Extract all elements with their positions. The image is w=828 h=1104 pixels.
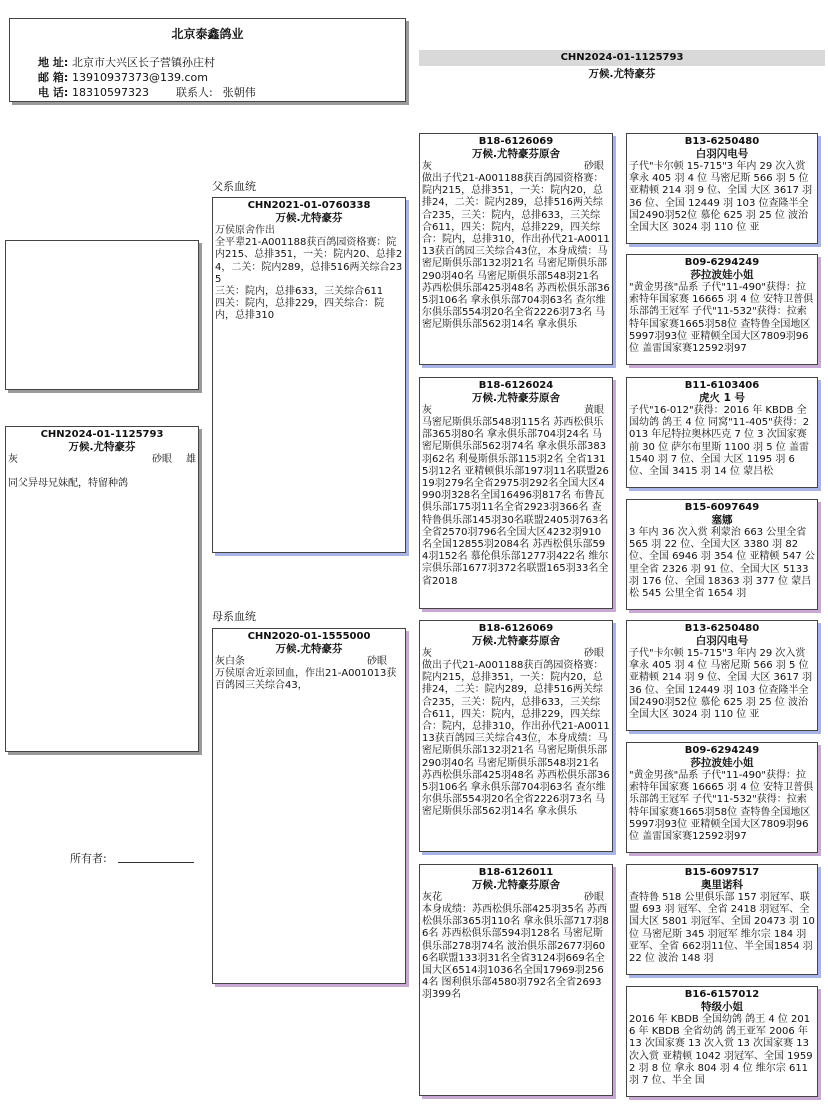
email-label: 邮 箱: (38, 71, 69, 84)
gp-color: 灰 (422, 405, 432, 416)
ggp-text: 查特鲁 518 公里俱乐部 157 羽冠军、联盟 693 羽 冠军、全省 2418 羽冠军、全国大区 5801 羽冠军、全国 20473 羽 10 位 马密尼斯 345 羽冠军 维尔宗 184 羽亚军、全省 662羽11位、半全国1854 羽 22 位 波治 148 羽 (629, 892, 815, 965)
ggp-ring: B15-6097649 (684, 502, 760, 513)
subject-color: 灰 (8, 454, 18, 465)
subject-card (5, 426, 199, 752)
sire-card (212, 197, 406, 553)
ggp-name: 特级小姐 (701, 1001, 743, 1013)
dam-ring: CHN2020-01-1555000 (247, 631, 371, 642)
subject-eye: 砂眼 (152, 454, 172, 465)
ggp-text: "黄金男孩"品系 子代"11-490"获得：拉索特年国家赛 16665 羽 4 位 安特卫普俱乐部鸽王冠军 子代"11-532"获得：拉索特年国家赛1665羽58位 查特鲁全国地区5997羽93位 亚精顿全国大区7809羽96位 盖雷国家赛12592羽97 (629, 282, 814, 355)
address-label: 地 址: (38, 56, 69, 69)
gp-name: 万候.尤特豪芬原舍 (472, 879, 560, 891)
top-band-ring: CHN2024-01-1125793 (560, 52, 684, 63)
gp-ring: B18-6126024 (478, 380, 554, 391)
gp-text: 马密尼斯俱乐部548羽115名 苏西松俱乐部365羽80名 拿永俱乐部704羽24名 马密尼斯俱乐部562羽74名 拿永俱乐部383羽62名 利曼斯俱乐部115羽2名 全省1315羽12名 亚精顿俱乐部197羽11名联盟2619羽279名全省2975羽292名全国大区4990羽328名全国16496羽817名 布鲁瓦俱乐部175羽11名全省2923羽366名 查特鲁俱乐部145羽30名联盟2405羽763名全省2570羽796名全国大区4232羽910名全国12855羽2084名 苏西松俱乐部594羽152名 慕伦俱乐部1277羽422名 维尔宗俱乐部1677羽372名联盟165羽33名全省2018 (422, 417, 609, 587)
email-row (38, 69, 208, 85)
gp-meta (420, 161, 612, 173)
phone-row (38, 84, 256, 100)
great-grandparent-card (626, 986, 818, 1097)
gp-eye: 黄眼 (584, 405, 604, 416)
ggp-name: 塞娜 (711, 514, 733, 526)
gp-name: 万候.尤特豪芬原舍 (472, 635, 560, 647)
subject-name: 万候.尤特豪芬 (68, 441, 136, 453)
ggp-text: 子代"卡尔顿 15-715"3 年内 29 次入赏 拿永 405 羽 4 位 马密尼斯 566 羽 5 位 亚精顿 214 羽 9 位、全国 大区 3617 羽 36 位、全国 12449 羽 103 位查隆半全国2490羽52位 慕伦 625 羽 25 位 波治全国大区 3024 羽 110 位 亚 (629, 161, 813, 234)
top-band-name: 万候.尤特豪芬 (588, 68, 656, 80)
gp-name: 万候.尤特豪芬原舍 (472, 148, 560, 160)
dam-name: 万候.尤特豪芬 (275, 643, 343, 655)
great-grandparent-card (626, 254, 818, 365)
gp-meta (420, 405, 612, 417)
contact-label: 联系人: (176, 86, 213, 99)
ggp-text: 2016 年 KBDB 全国幼鸽 鸽王 4 位 2016 年 KBDB 全省幼鸽 鸽王亚军 2006 年 13 次国家赛 13 次入赏 13 次国家赛 13 次入赏 亚精顿 1042 羽冠军、全国 19592 羽 8 位 拿永 804 羽 4 位 维尔宗 611 羽 7 位、半全 国 (629, 1014, 813, 1087)
subject-meta (6, 454, 198, 466)
great-grandparent-card (626, 742, 818, 853)
gp-color: 灰 (422, 648, 432, 659)
subject-ring: CHN2024-01-1125793 (40, 429, 164, 440)
ggp-ring: B11-6103406 (684, 380, 760, 391)
gp-ring: B18-6126069 (478, 623, 554, 634)
ggp-text: 3 年内 36 次入赏 利蒙治 663 公里全省 565 羽 22 位、全国大区 3380 羽 82 位、全国 6946 羽 354 位 亚精顿 547 公里全省 2326 羽 91 位、全国大区 5133 羽 176 位、全国 18363 羽 377 位 蒙吕松 545 公里全省 1654 羽 (629, 527, 815, 600)
gp-color: 灰 (422, 161, 432, 172)
dam-text: 万侯原舍近亲回血，作出21-A001013获百鸽园三关综合43， (215, 668, 397, 692)
gp-text: 本身成绩：苏西松俱乐部425羽35名 苏西松俱乐部365羽110名 拿永俱乐部717羽86名 苏西松俱乐部594羽128名 马密尼斯俱乐部278羽74名 波治俱乐部2677羽606名联盟133羽31名全省3124羽669名全国大区6514羽1036名全国17969羽2564名 图利俱乐部4580羽792名全省2693羽399名 (422, 904, 609, 1001)
gp-color: 灰花 (422, 892, 442, 903)
ggp-name: 虎火 1 号 (698, 392, 746, 404)
ggp-name: 莎拉波娃小姐 (690, 269, 754, 281)
great-grandparent-card (626, 499, 818, 610)
photo-box (5, 240, 199, 390)
great-grandparent-card (626, 620, 818, 731)
gp-text: 做出子代21-A001188获百鸽园资格赛：院内215，总排351，一关：院内20，总排24，二关：院内289，总排516两关综合235，三关：院内，总排633，三关综合611，四关：院内，总排229，四关综合：院内，总排310，作出孙代21-A001113获百鸽园三关综合43位，本身成绩：马密尼斯俱乐部132羽21名 马密尼斯俱乐部290羽40名 马密尼斯俱乐部548羽21名 苏西松俱乐部425羽48名 苏西松俱乐部365羽106名 拿永俱乐部704羽63名 查尔维尔俱乐部554羽20名全省2226羽73名 马密尼斯俱乐部562羽14名 拿永俱乐 (422, 173, 610, 331)
ggp-ring: B13-6250480 (684, 623, 760, 634)
grandparent-card (419, 377, 613, 609)
great-grandparent-card (626, 864, 818, 975)
grandparent-card (419, 864, 613, 1096)
gp-eye: 砂眼 (584, 892, 604, 903)
dam-line-label: 母系血统 (212, 610, 256, 623)
address-row (38, 54, 215, 70)
ggp-ring: B09-6294249 (684, 745, 760, 756)
company-title: 北京泰鑫鸽业 (171, 27, 244, 41)
header-card (9, 18, 406, 102)
sire-text: 万侯原舍作出 全平辈21-A001188获百鸽园资格赛：院内215、总排351，一关：院内20、总排24，二关：院内289，总排516两关综合235 三关：院内，总排633，三关综合611 四关：院内，总排229，四关综合：院内，总排310 (215, 225, 403, 322)
gp-meta (420, 892, 612, 904)
ggp-text: "黄金男孩"品系 子代"11-490"获得：拉索特年国家赛 16665 羽 4 位 安特卫普俱乐部鸽王冠军 子代"11-532"获得：拉索特年国家赛1665羽58位 查特鲁全国地区5997羽93位 亚精顿全国大区7809羽96位 盖雷国家赛12592羽97 (629, 770, 814, 843)
contact-value: 张朝伟 (222, 86, 256, 99)
subject-sex: 雄 (186, 454, 196, 465)
gp-ring: B18-6126069 (478, 136, 554, 147)
gp-ring: B18-6126011 (478, 867, 554, 878)
grandparent-card (419, 620, 613, 852)
grandparent-card (419, 133, 613, 365)
dam-meta (213, 656, 405, 668)
dam-color: 灰白条 (215, 656, 245, 667)
gp-eye: 砂眼 (584, 648, 604, 659)
phone-value: 18310597323 (72, 86, 149, 99)
address-value: 北京市大兴区长子营镇孙庄村 (72, 56, 215, 69)
dam-eye: 砂眼 (367, 656, 387, 667)
owner-label-text: 所有者: (70, 852, 107, 865)
dam-card (212, 628, 406, 984)
ggp-text: 子代"16-012"获得：2016 年 KBDB 全国幼鸽 鸽王 4 位 同窝"11-405"获得：2013 年尼特拉奥林匹克 7 位 3 次国家赛前 30 位 萨尔布里斯 1100 羽 5 位 盖雷 1540 羽 7 位、全国 大区 1195 羽 6 位、全国 3415 羽 14 位 蒙吕松 (629, 405, 810, 478)
ggp-ring: B15-6097517 (684, 867, 760, 878)
sire-name: 万候.尤特豪芬 (275, 212, 343, 224)
ggp-name: 奥里诺科 (701, 879, 743, 891)
ggp-ring: B13-6250480 (684, 136, 760, 147)
subject-note: 同父异母兄妹配，特留种鸽 (8, 478, 128, 489)
email-value: 13910937373@139.com (72, 71, 208, 84)
ggp-ring: B09-6294249 (684, 257, 760, 268)
ggp-ring: B16-6157012 (684, 989, 760, 1000)
ggp-text: 子代"卡尔顿 15-715"3 年内 29 次入赏 拿永 405 羽 4 位 马密尼斯 566 羽 5 位 亚精顿 214 羽 9 位、全国 大区 3617 羽 36 位、全国 12449 羽 103 位查隆半全国2490羽52位 慕伦 625 羽 25 位 波治全国大区 3024 羽 110 位 亚 (629, 648, 813, 721)
gp-name: 万候.尤特豪芬原舍 (472, 392, 560, 404)
gp-meta (420, 648, 612, 660)
gp-text: 做出子代21-A001188获百鸽园资格赛：院内215，总排351，一关：院内20，总排24，二关：院内289，总排516两关综合235，三关：院内，总排633，三关综合611，四关：院内，总排229，四关综合：院内，总排310，作出孙代21-A001113获百鸽园三关综合43位，本身成绩：马密尼斯俱乐部132羽21名 马密尼斯俱乐部290羽40名 马密尼斯俱乐部548羽21名 苏西松俱乐部425羽48名 苏西松俱乐部365羽106名 拿永俱乐部704羽63名 查尔维尔俱乐部554羽20名全省2226羽73名 马密尼斯俱乐部562羽14名 拿永俱乐 (422, 660, 610, 818)
great-grandparent-card (626, 377, 818, 488)
owner-label (70, 850, 107, 866)
gp-eye: 砂眼 (584, 161, 604, 172)
sire-ring: CHN2021-01-0760338 (247, 200, 371, 211)
great-grandparent-card (626, 133, 818, 244)
ggp-name: 莎拉波娃小姐 (690, 757, 754, 769)
ggp-name: 白羽闪电号 (695, 148, 749, 160)
phone-label: 电 话: (38, 86, 69, 99)
owner-line (118, 862, 194, 863)
sire-line-label: 父系血统 (212, 180, 256, 193)
ggp-name: 白羽闪电号 (695, 635, 749, 647)
